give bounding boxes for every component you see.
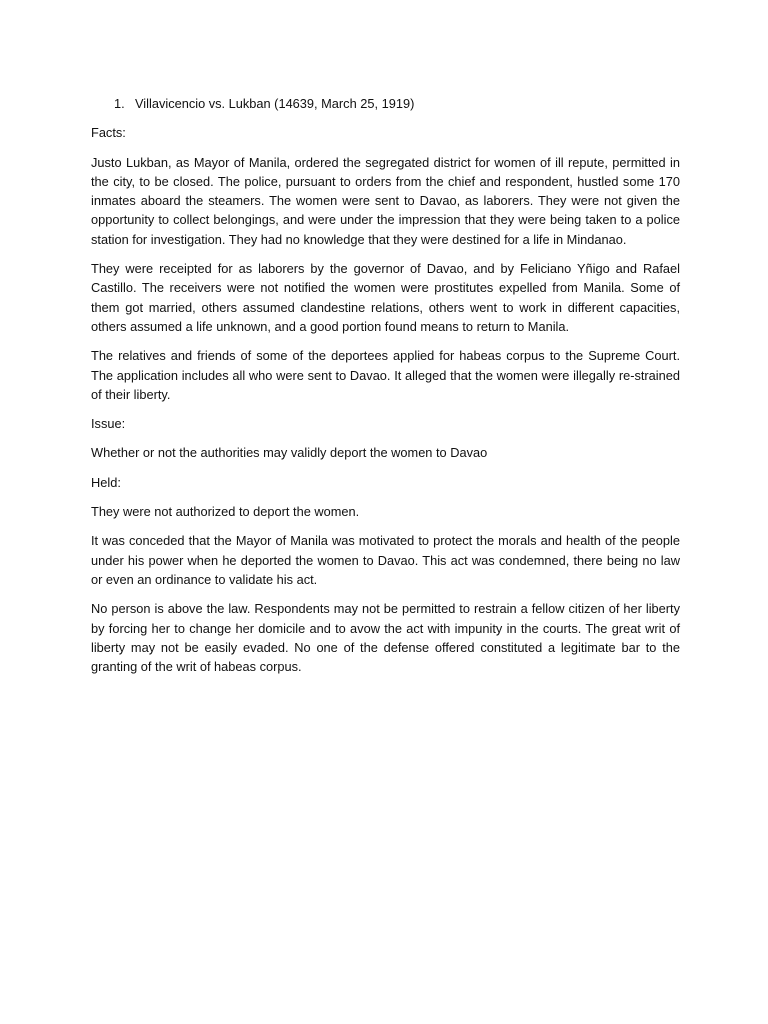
held-paragraph-1: They were not authorized to deport the women.: [91, 504, 360, 520]
case-number: 1.: [114, 96, 125, 111]
facts-paragraph-3: The relatives and friends of some of the deportees applied for habeas corpus to the Supreme Court. The application includes all who were sent to Davao. It alleged that the women were illegally re-strained of their liberty.: [91, 348, 680, 402]
issue-label: Issue:: [91, 416, 126, 432]
held-paragraph-3: No person is above the law. Respondents may not be permitted to restrain a fellow citizen of her liberty by forcing her to change her domicile and to avow the act with impunity in the courts. The great writ of liberty may not be easily evaded. No one of the defense offered constituted a legitimate bar to the granting of the writ of habeas corpus.: [91, 601, 680, 675]
issue-paragraph: Whether or not the authorities may validly deport the women to Davao: [91, 445, 488, 461]
facts-paragraph-2: They were receipted for as laborers by the governor of Davao, and by Feliciano Yñigo and Rafael Castillo. The receivers were not notified the women were prostitutes expelled from Manila. Some of them got married, others assumed clandestine relations, others went to work in different capacities, others assumed a life unknown, and a good portion found means to return to Manila.: [91, 261, 680, 334]
case-heading: [91, 94, 680, 113]
case-title: Villavicencio vs. Lukban (14639, March 25, 1919): [135, 96, 415, 111]
held-paragraph-2: It was conceded that the Mayor of Manila was motivated to protect the morals and health of the people under his power when he deported the women to Davao. This act was condemned, there being no law or even an ordinance to validate his act.: [91, 533, 680, 587]
facts-label: Facts:: [91, 125, 126, 141]
facts-paragraph-1: Justo Lukban, as Mayor of Manila, ordered the segregated district for women of ill repute, permitted in the city, to be closed. The police, pursuant to orders from the chief and respondent, hustled some 170 inmates aboard the steamers. The women were sent to Davao, as laborers. They were not given the opportunity to collect belongings, and were under the impression that they were being taken to a police station for investigation. They had no knowledge that they were destined for a life in Mindanao.: [91, 154, 680, 247]
held-label: Held:: [91, 474, 121, 490]
